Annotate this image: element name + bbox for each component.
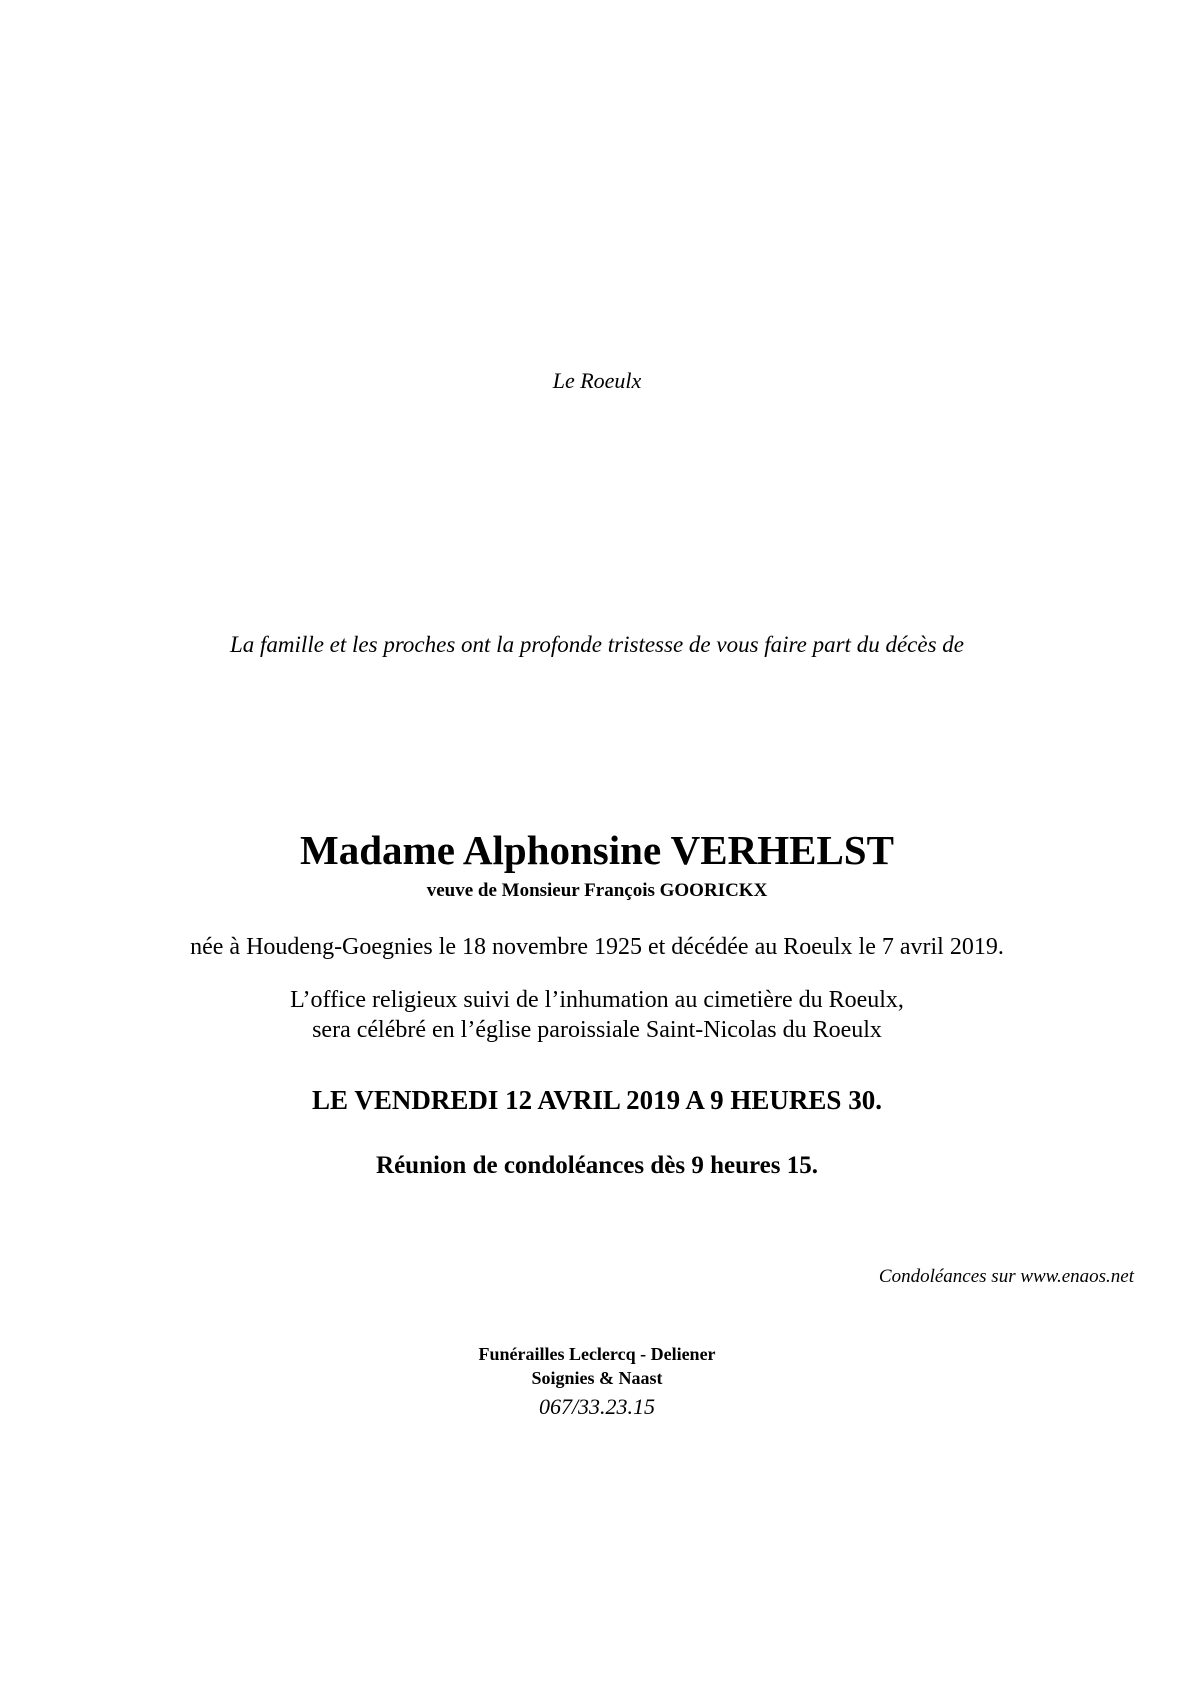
funeral-company-name: Funérailles Leclercq - Deliener: [478, 1344, 716, 1364]
birth-death-text: née à Houdeng-Goegnies le 18 novembre 1925 et décédée au Roeulx le 7 avril 2019.: [190, 934, 1004, 960]
funeral-company-cities: Soignies & Naast: [531, 1368, 663, 1388]
service-date: LE VENDREDI 12 AVRIL 2019 A 9 HEURES 30.: [312, 1085, 882, 1115]
condolences-website-text: Condoléances sur www.enaos.net: [878, 1266, 1134, 1287]
widow-of-text: veuve de Monsieur François GOORICKX: [426, 880, 768, 901]
location-heading: Le Roeulx: [552, 368, 642, 393]
intro-text: La famille et les proches ont la profonde tristesse de vous faire part du décès de: [230, 632, 964, 657]
service-text-line-1: L’office religieux suivi de l’inhumation au cimetière du Roeulx,: [290, 987, 904, 1013]
condolence-meeting-text: Réunion de condoléances dès 9 heures 15.: [376, 1152, 818, 1179]
service-text-line-2: sera célébré en l’église paroissiale Saint-Nicolas du Roeulx: [312, 1017, 882, 1043]
funeral-company-phone: 067/33.23.15: [538, 1394, 656, 1419]
deceased-name: Madame Alphonsine VERHELST: [300, 827, 894, 873]
